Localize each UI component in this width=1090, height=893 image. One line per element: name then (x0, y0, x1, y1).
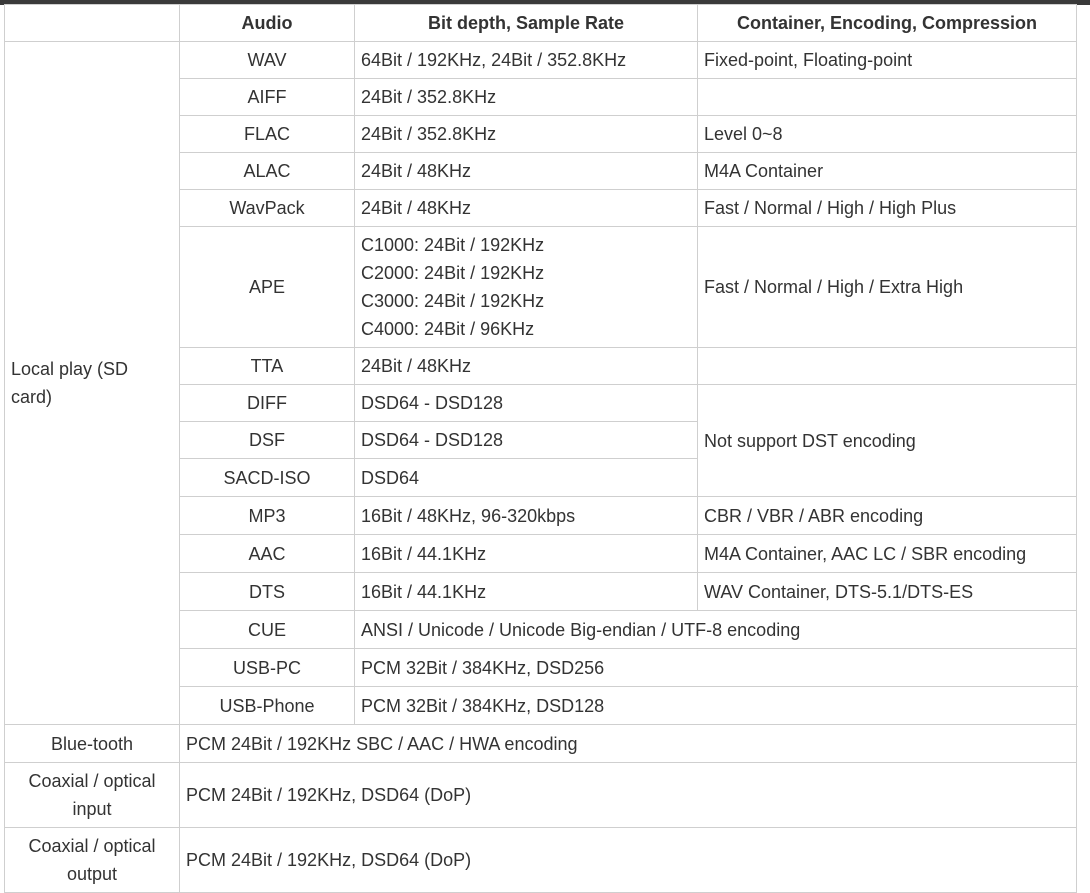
container-cell: Fast / Normal / High / Extra High (698, 227, 1077, 348)
bitdepth-cell: 24Bit / 352.8KHz (355, 116, 698, 153)
format-cell: DSF (180, 422, 355, 459)
bitdepth-cell: DSD64 (355, 459, 698, 497)
input-value-cell: PCM 24Bit / 192KHz SBC / AAC / HWA encoding (180, 725, 1077, 763)
bitdepth-cell: 24Bit / 48KHz (355, 190, 698, 227)
input-value-cell: PCM 32Bit / 384KHz, DSD256 (355, 649, 1077, 687)
local-play-label: Local play (SD card) (5, 42, 180, 725)
header-bit-depth: Bit depth, Sample Rate (355, 5, 698, 42)
table-header-row (5, 5, 1077, 42)
input-value-cell: PCM 24Bit / 192KHz, DSD64 (DoP) (180, 763, 1077, 828)
container-cell: Level 0~8 (698, 116, 1077, 153)
table-row-bluetooth (5, 725, 1077, 763)
container-cell: Fast / Normal / High / High Plus (698, 190, 1077, 227)
format-cell: AIFF (180, 79, 355, 116)
bitdepth-cell: DSD64 - DSD128 (355, 422, 698, 459)
container-cell (698, 348, 1077, 385)
container-cell: M4A Container, AAC LC / SBR encoding (698, 535, 1077, 573)
input-value-cell: PCM 32Bit / 384KHz, DSD128 (355, 687, 1077, 725)
label-line: Coaxial / optical (28, 771, 156, 791)
ape-line: C2000: 24Bit / 192KHz (361, 263, 545, 283)
input-label-cell: USB-PC (180, 649, 355, 687)
format-cell: WavPack (180, 190, 355, 227)
label-line: input (72, 799, 112, 819)
ape-line: C3000: 24Bit / 192KHz (361, 291, 545, 311)
bitdepth-cell: 16Bit / 48KHz, 96-320kbps (355, 497, 698, 535)
format-cell: MP3 (180, 497, 355, 535)
input-label-cell: Blue-tooth (5, 725, 180, 763)
format-cell: SACD-ISO (180, 459, 355, 497)
format-cell: ALAC (180, 153, 355, 190)
format-cell: DTS (180, 573, 355, 611)
header-container: Container, Encoding, Compression (698, 5, 1077, 42)
input-label-cell (5, 828, 180, 893)
input-label-cell: USB-Phone (180, 687, 355, 725)
format-cell: WAV (180, 42, 355, 79)
format-cell: DIFF (180, 385, 355, 422)
header-audio: Audio (180, 5, 355, 42)
ape-line: C4000: 24Bit / 96KHz (361, 319, 535, 339)
container-cell: Fixed-point, Floating-point (698, 42, 1077, 79)
audio-spec-table (4, 4, 1077, 893)
input-label-cell (5, 763, 180, 828)
table-row-coaxial-input (5, 763, 1077, 828)
bitdepth-cell: 24Bit / 352.8KHz (355, 79, 698, 116)
bitdepth-cell (355, 227, 698, 348)
bitdepth-cell: ANSI / Unicode / Unicode Big-endian / UTF-8 encoding (355, 611, 1077, 649)
bitdepth-cell: 16Bit / 44.1KHz (355, 535, 698, 573)
bitdepth-cell: 16Bit / 44.1KHz (355, 573, 698, 611)
input-value-cell: PCM 24Bit / 192KHz, DSD64 (DoP) (180, 828, 1077, 893)
header-blank-cell (5, 5, 180, 42)
container-cell: CBR / VBR / ABR encoding (698, 497, 1077, 535)
format-cell: TTA (180, 348, 355, 385)
bitdepth-cell: 24Bit / 48KHz (355, 153, 698, 190)
label-line: Coaxial / optical (28, 836, 156, 856)
format-cell: CUE (180, 611, 355, 649)
format-cell: FLAC (180, 116, 355, 153)
table-row-wav (5, 42, 1077, 79)
container-cell (698, 79, 1077, 116)
table-row-coaxial-output (5, 828, 1077, 893)
ape-line: C1000: 24Bit / 192KHz (361, 235, 545, 255)
container-cell: WAV Container, DTS-5.1/DTS-ES (698, 573, 1077, 611)
format-cell: AAC (180, 535, 355, 573)
bitdepth-cell: DSD64 - DSD128 (355, 385, 698, 422)
dsd-container-cell: Not support DST encoding (698, 385, 1077, 497)
bitdepth-cell: 24Bit / 48KHz (355, 348, 698, 385)
format-cell: APE (180, 227, 355, 348)
bitdepth-cell: 64Bit / 192KHz, 24Bit / 352.8KHz (355, 42, 698, 79)
container-cell: M4A Container (698, 153, 1077, 190)
label-line: output (66, 864, 118, 884)
